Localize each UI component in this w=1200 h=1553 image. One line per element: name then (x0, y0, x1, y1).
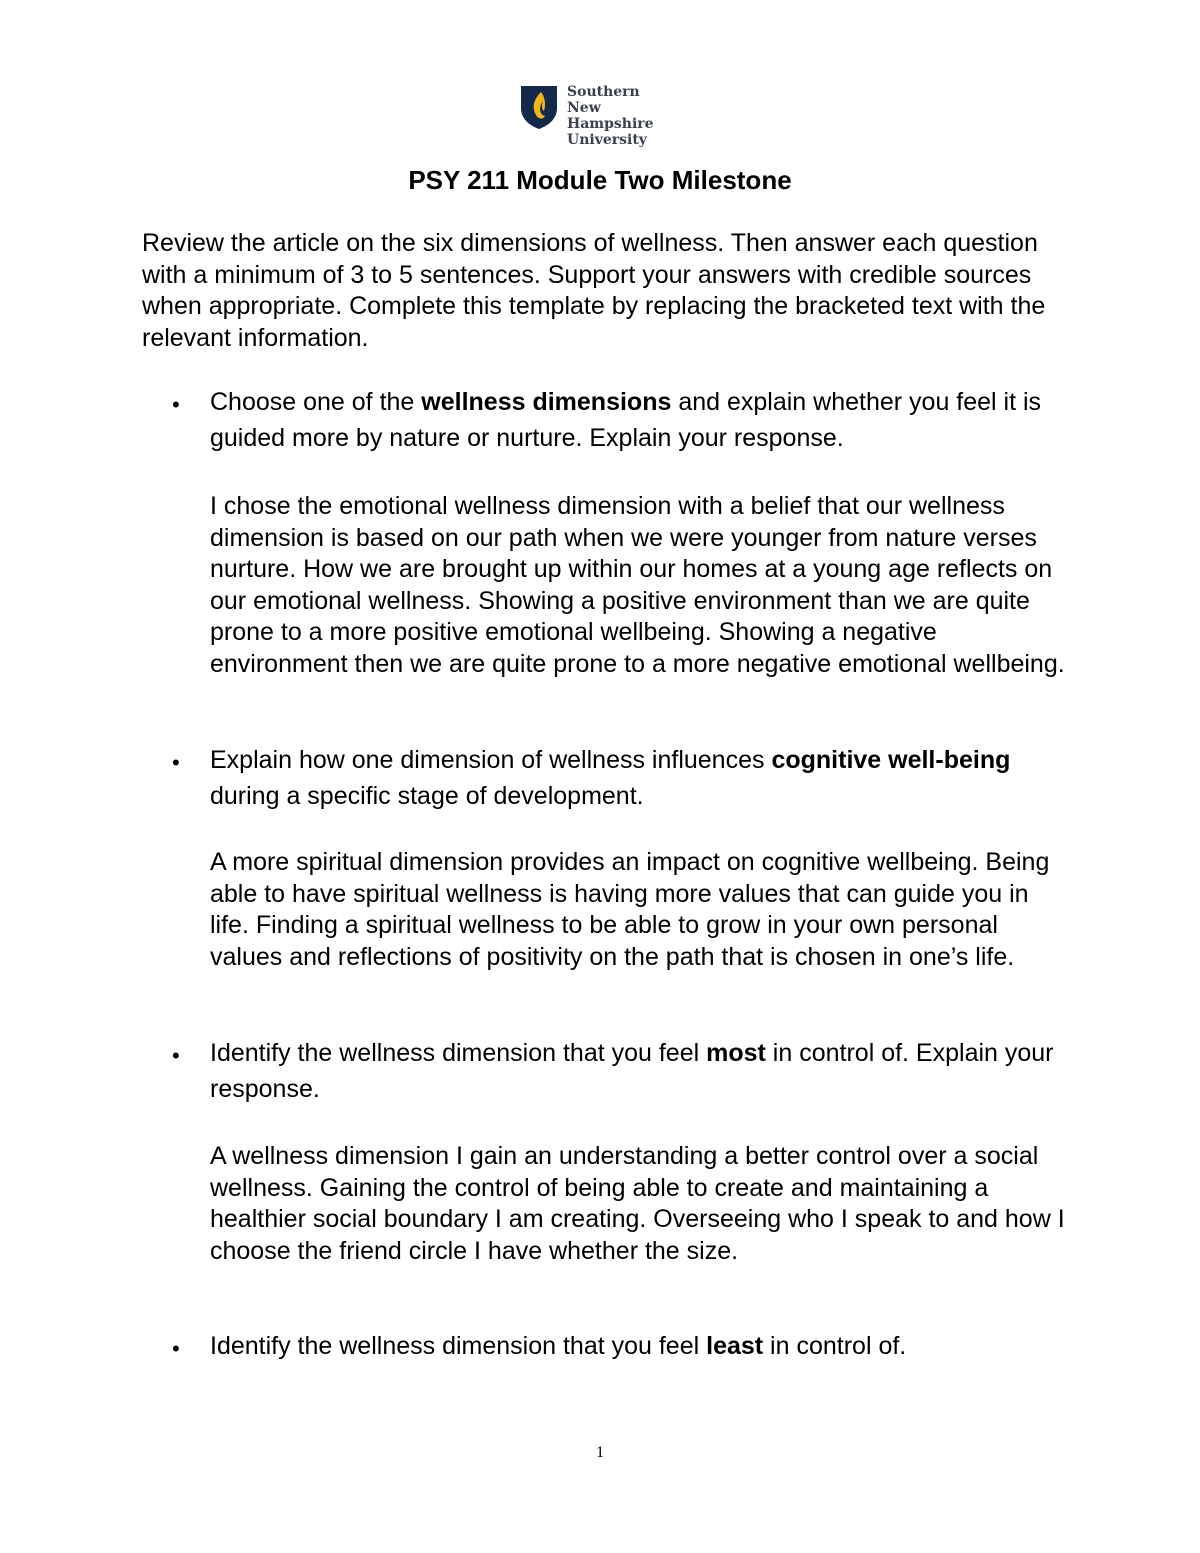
bullet-icon: • (172, 750, 180, 775)
university-logo (519, 84, 689, 148)
question-emphasis: most (706, 1039, 766, 1067)
answer-1: I chose the emotional wellness dimension with a belief that our wellness dimension is based on our path when we were younger from nature verses nurture. How we are brought up within our homes at a young age reflects on our emotional wellness. Showing a positive environment than we are quite prone to a more positive emotional wellbeing. Showing a negative environment then we are quite prone to a more negative emotional wellbeing. (210, 492, 1065, 678)
shield-logo-icon (519, 84, 559, 130)
question-text: Identify the wellness dimension that you feel (210, 1039, 707, 1067)
page-number: 1 (596, 1444, 604, 1461)
question-text: Choose one of the (210, 388, 422, 416)
question-2 (210, 742, 1070, 814)
question-text: and explain whether you feel it is guided more by nature or nurture. Explain your response. (210, 388, 1042, 452)
logo-line-3: University (567, 132, 647, 148)
question-text: in control of. (763, 1332, 907, 1360)
question-emphasis: wellness dimensions (421, 388, 672, 416)
question-text: in control of. Explain your response. (210, 1039, 1054, 1103)
question-emphasis: least (706, 1332, 764, 1360)
question-3 (210, 1035, 1070, 1107)
document-title: PSY 211 Module Two Milestone (408, 165, 792, 195)
question-text: Identify the wellness dimension that you feel (210, 1332, 707, 1360)
logo-wordmark (567, 84, 689, 148)
question-4 (210, 1328, 1070, 1364)
intro-paragraph: Review the article on the six dimensions of wellness. Then answer each question with a minimum of 3 to 5 sentences. Support your answers with credible sources when appropriate. Complete this template by replacing the bracketed text with the relevant information. (142, 229, 1046, 352)
answer-3: A wellness dimension I gain an understanding a better control over a social wellness. Gaining the control of being able to create and maintaining a healthier social boundary I am creating. Overseeing who I speak to and how I choose the friend circle I have whether the size. (210, 1142, 1065, 1265)
logo-line-1: Southern (567, 84, 640, 100)
logo-line-2: New Hampshire (567, 100, 654, 132)
answer-2: A more spiritual dimension provides an impact on cognitive wellbeing. Being able to have spiritual wellness is having more values that can guide you in life. Finding a spiritual wellness to be able to grow in your own personal values and reflections of positivity on the path that is chosen in one’s life. (210, 848, 1050, 971)
question-1 (210, 384, 1070, 456)
bullet-icon: • (172, 1043, 180, 1068)
question-text: during a specific stage of development. (210, 782, 644, 810)
bullet-icon: • (172, 1336, 180, 1361)
bullet-icon: • (172, 392, 180, 417)
question-text: Explain how one dimension of wellness influences (210, 746, 772, 774)
question-emphasis: cognitive well-being (771, 746, 1011, 774)
